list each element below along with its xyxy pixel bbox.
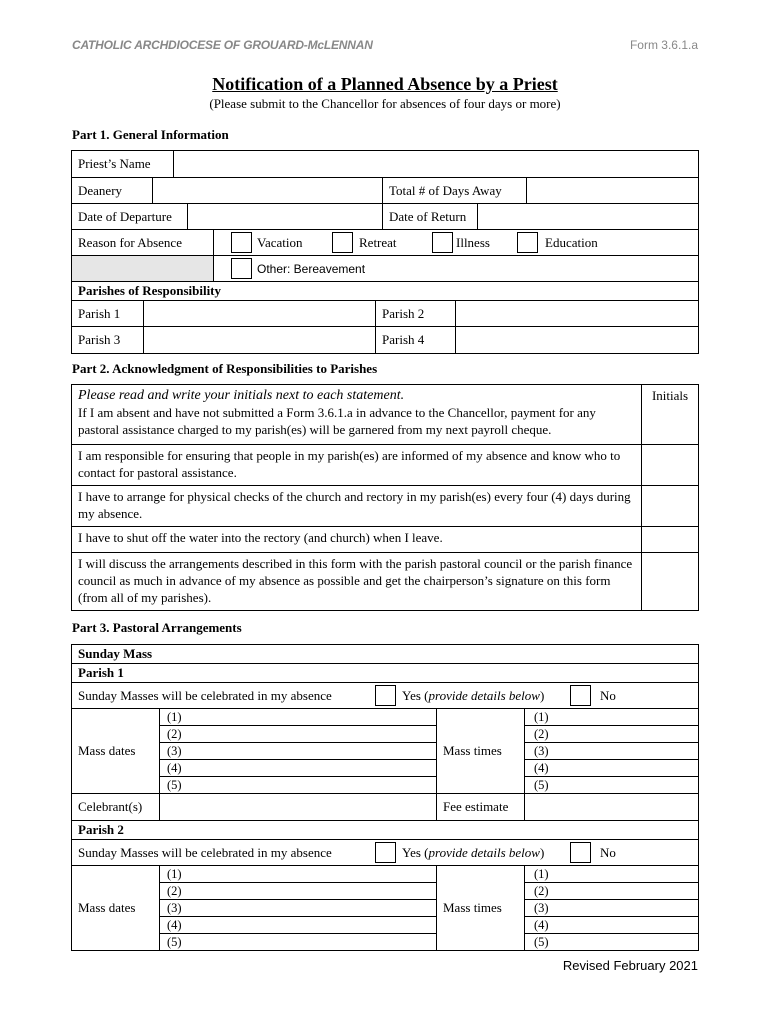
statement-row-5 [71,552,642,611]
celebrants-input[interactable] [159,793,437,821]
vacation-checkbox[interactable] [231,232,252,253]
vacation-label: Vacation [257,234,303,250]
p1-mass-time-1[interactable]: (1) [524,708,699,726]
initials-cell-4[interactable] [641,526,699,553]
statement-text: I have to arrange for physical checks of the church and rectory in my parish(es) every four (4) days during my absence. [78,489,631,521]
return-input[interactable] [477,203,699,230]
initials-cell-2[interactable] [641,444,699,486]
parish3-input[interactable] [143,326,376,354]
p1-yes-checkbox[interactable] [375,685,396,706]
reason-options [213,229,699,256]
mass-times-label: Mass times [436,708,525,794]
p1-mass-time-5[interactable]: (5) [524,776,699,794]
p2-yes-label: Yes (provide details below) [402,844,545,860]
initials-cell-3[interactable] [641,485,699,527]
parish3-label: Parish 3 [71,326,144,354]
revision-footer: Revised February 2021 [562,958,698,973]
p1-celebrated-row [71,682,699,709]
return-label: Date of Return [382,203,478,230]
statement-text: I have to shut off the water into the rectory (and church) when I leave. [78,530,443,545]
priests-name-input[interactable] [173,150,699,178]
fee-estimate-input[interactable] [524,793,699,821]
p3-parish2-heading: Parish 2 [71,820,699,840]
other-shaded-cell [71,255,214,282]
parish1-label: Parish 1 [71,300,144,327]
statement-text: I will discuss the arrangements described in this form with the parish pastoral council or the parish finance council as much in advance of my absence as possible and get the chairperson’s signature on this form (from all of my parishes). [78,556,633,605]
total-days-input[interactable] [526,177,699,204]
p2-mass-time-1[interactable]: (1) [524,865,699,883]
illness-label: Illness [456,234,490,250]
p1-mass-time-2[interactable]: (2) [524,725,699,743]
statement-row-1 [71,384,642,445]
statement-row-4 [71,526,642,553]
initials-header: Initials [651,388,689,403]
retreat-label: Retreat [359,234,397,250]
fee-estimate-label: Fee estimate [436,793,525,821]
celebrants-label: Celebrant(s) [71,793,160,821]
p2-mass-time-5[interactable]: (5) [524,933,699,951]
p1-no-label: No [600,687,616,703]
deanery-input[interactable] [152,177,383,204]
mass-dates-label: Mass dates [71,708,160,794]
statement-row-2 [71,444,642,486]
p2-yes-checkbox[interactable] [375,842,396,863]
p1-mass-date-1[interactable]: (1) [159,708,437,726]
instruction-text: Please read and write your initials next to each statement. [78,388,405,403]
parish4-input[interactable] [455,326,699,354]
other-checkbox[interactable] [231,258,252,279]
parish2-input[interactable] [455,300,699,327]
other-option [213,255,699,282]
form-number: Form 3.6.1.a [629,38,698,52]
initials-cell-5[interactable] [641,552,699,611]
education-label: Education [545,234,598,250]
reason-label: Reason for Absence [71,229,214,256]
p1-yes-label: Yes (provide details below) [402,687,545,703]
parish2-label: Parish 2 [375,300,456,327]
education-checkbox[interactable] [517,232,538,253]
p2-mass-date-4[interactable]: (4) [159,916,437,934]
sunday-mass-heading: Sunday Mass [71,644,699,664]
parish4-label: Parish 4 [375,326,456,354]
statement-row-3 [71,485,642,527]
p2-mass-time-3[interactable]: (3) [524,899,699,917]
p2-mass-date-2[interactable]: (2) [159,882,437,900]
p2-mass-date-5[interactable]: (5) [159,933,437,951]
p2-celebrated-row [71,839,699,866]
illness-checkbox[interactable] [432,232,453,253]
p1-mass-time-4[interactable]: (4) [524,759,699,777]
p1-no-checkbox[interactable] [570,685,591,706]
retreat-checkbox[interactable] [332,232,353,253]
p1-mass-date-3[interactable]: (3) [159,742,437,760]
total-days-label: Total # of Days Away [382,177,527,204]
other-label: Other: Bereavement [257,261,366,276]
statement-text: I am responsible for ensuring that people in my parish(es) are informed of my absence and know who to contact for pastoral assistance. [78,448,621,480]
p1-mass-date-4[interactable]: (4) [159,759,437,777]
parishes-heading: Parishes of Responsibility [71,281,699,301]
parish1-input[interactable] [143,300,376,327]
departure-input[interactable] [187,203,383,230]
celebrated-label: Sunday Masses will be celebrated in my absence [78,687,332,703]
page-title: Notification of a Planned Absence by a Priest [212,74,558,94]
p1-mass-time-3[interactable]: (3) [524,742,699,760]
p2-mass-time-2[interactable]: (2) [524,882,699,900]
p2-mass-date-1[interactable]: (1) [159,865,437,883]
p1-mass-date-5[interactable]: (5) [159,776,437,794]
organization-header: CATHOLIC ARCHDIOCESE OF GROUARD-McLENNAN [72,38,373,52]
priests-name-label-cell: Priest’s Name [71,150,174,178]
deanery-label: Deanery [71,177,153,204]
p2-mass-time-4[interactable]: (4) [524,916,699,934]
departure-label: Date of Departure [71,203,188,230]
mass-times-label: Mass times [436,865,525,951]
p2-no-label: No [600,844,616,860]
initials-cell-1[interactable] [641,384,699,445]
mass-dates-label: Mass dates [71,865,160,951]
part1-heading: Part 1. General Information [72,127,229,142]
part2-heading: Part 2. Acknowledgment of Responsibilities to Parishes [72,361,378,376]
celebrated-label: Sunday Masses will be celebrated in my absence [78,844,332,860]
p1-mass-date-2[interactable]: (2) [159,725,437,743]
statement-text: If I am absent and have not submitted a Form 3.6.1.a in advance to the Chancellor, payment for any pastoral assistance charged to my parish(es) will be garnered from my next payroll cheque. [78,405,596,437]
part3-heading: Part 3. Pastoral Arrangements [72,620,242,635]
p2-mass-date-3[interactable]: (3) [159,899,437,917]
page-subtitle: (Please submit to the Chancellor for absences of four days or more) [209,96,561,111]
p3-parish1-heading: Parish 1 [71,663,699,683]
p2-no-checkbox[interactable] [570,842,591,863]
